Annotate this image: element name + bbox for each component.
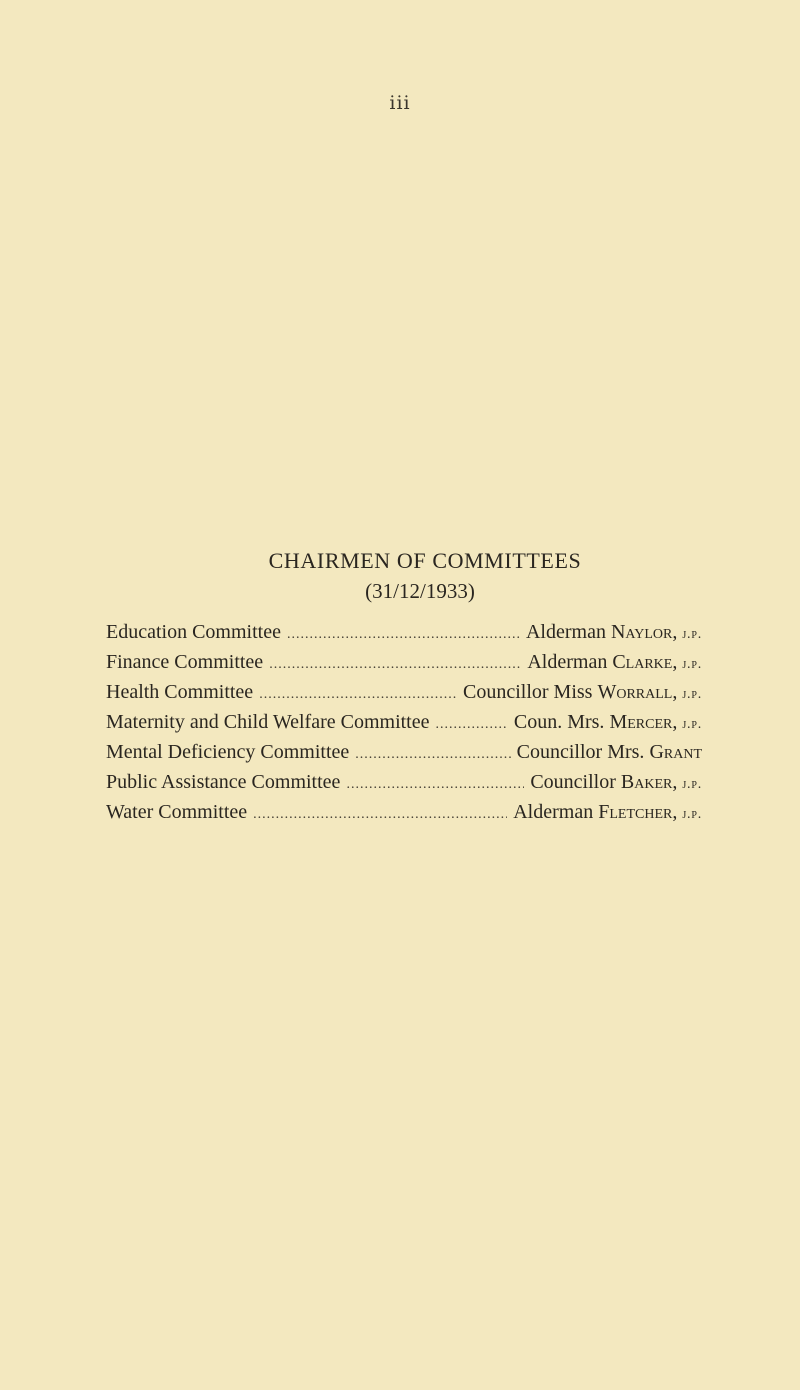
chairman-suffix: j.p. (682, 777, 702, 792)
chairman (517, 737, 702, 767)
dot-leader (346, 770, 524, 800)
committee-name: Finance Committee (106, 651, 264, 673)
dot-leader (269, 650, 521, 680)
committee-name: Public Assistance Committee (106, 771, 341, 793)
list-item (106, 617, 702, 647)
chairman-name: Fletcher, (598, 801, 678, 823)
chairman (513, 797, 702, 830)
dot-leader (259, 680, 457, 710)
chairman (526, 617, 702, 650)
list-item (106, 707, 702, 737)
chairman-suffix: j.p. (682, 627, 702, 642)
list-item (106, 677, 702, 707)
chairman-suffix: j.p. (682, 687, 702, 702)
list-item (106, 797, 702, 827)
chairman-title: Councillor (530, 771, 616, 793)
dot-leader (253, 800, 507, 830)
chairman-name: Baker, (620, 771, 678, 793)
committee-name: Health Committee (106, 681, 254, 703)
list-item (106, 737, 702, 767)
chairman-name: Grant (649, 741, 702, 763)
chairman-title: Alderman (525, 621, 606, 643)
chairman-title: Coun. Mrs. (513, 711, 605, 733)
dot-leader (287, 620, 520, 650)
chairman-title: Councillor Mrs. (516, 741, 645, 763)
chairman-name: Naylor, (610, 621, 678, 643)
committee-name: Maternity and Child Welfare Committee (106, 711, 430, 733)
page-title: CHAIRMEN OF COMMITTEES (268, 548, 582, 573)
heading (0, 548, 800, 605)
committee-name: Water Committee (106, 801, 248, 823)
chairman-suffix: j.p. (682, 717, 702, 732)
page-number: iii (389, 92, 411, 114)
heading-date: (31/12/1933) (365, 579, 475, 603)
chairman-title: Alderman (527, 651, 608, 673)
chairman-suffix: j.p. (682, 657, 702, 672)
chairman-title: Councillor Miss (463, 681, 593, 703)
committee-list (106, 617, 702, 827)
chairman (530, 767, 702, 800)
chairman-name: Clarke, (612, 651, 678, 673)
list-item (106, 767, 702, 797)
chairman-suffix: j.p. (682, 807, 702, 822)
committee-name: Education Committee (106, 621, 281, 643)
dot-leader (436, 710, 508, 740)
chairman-name: Worrall, (597, 681, 678, 703)
dot-leader (355, 740, 510, 770)
chairman (514, 707, 702, 740)
chairman-title: Alderman (513, 801, 594, 823)
committee-name: Mental Deficiency Committee (106, 741, 350, 763)
chairman (527, 647, 702, 680)
chairman (463, 677, 702, 710)
chairman-name: Mercer, (609, 711, 678, 733)
list-item (106, 647, 702, 677)
